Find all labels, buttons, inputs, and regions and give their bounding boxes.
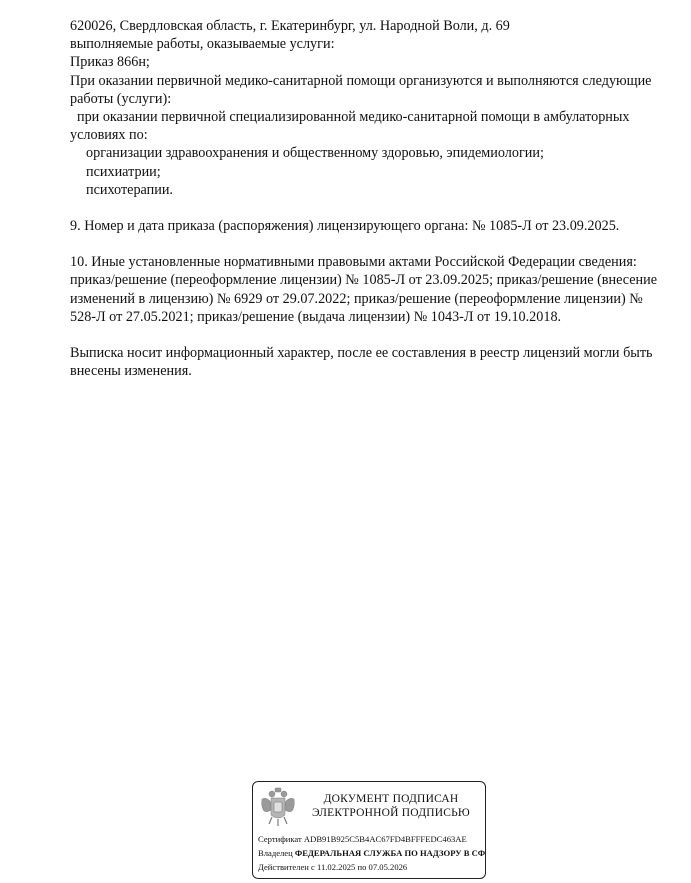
owner-value: ФЕДЕРАЛЬНАЯ СЛУЖБА ПО НАДЗОРУ В СФ: [294, 847, 486, 858]
document-body: [70, 17, 670, 380]
works-label: выполняемые работы, оказываемые услуги:: [70, 36, 335, 53]
section-9: 9. Номер и дата приказа (распоряжения) лицензирующего органа: № 1085-Л от 23.09.2025.: [70, 218, 620, 235]
paragraph-gap: [70, 326, 670, 344]
disclaimer-line-2: внесены изменения.: [70, 363, 192, 380]
disclaimer-line-1: Выписка носит информационный характер, после ее составления в реестр лицензий могли быть: [70, 345, 653, 362]
certificate-row: [258, 833, 485, 847]
order-line: Приказ 866н;: [70, 54, 150, 71]
address-line: 620026, Свердловская область, г. Екатеринбург, ул. Народной Воли, д. 69: [70, 18, 510, 34]
section-10-line-4: 528-Л от 27.05.2021; приказ/решение (выдача лицензии) № 1043-Л от 19.10.2018.: [70, 308, 562, 325]
owner-row: [258, 847, 485, 861]
section-10-line-3: изменений в лицензию) № 6929 от 29.07.2022; приказ/решение (переоформление лицензии) №: [70, 290, 643, 307]
primary-care-line-1: При оказании первичной медико-санитарной помощи организуются и выполняются следующие: [70, 72, 652, 89]
service-item: психиатрии;: [86, 163, 161, 180]
russian-coat-of-arms-icon: [260, 787, 296, 827]
stamp-title-line-2: ЭЛЕКТРОННОЙ ПОДПИСЬЮ: [312, 807, 470, 819]
stamp-details: [258, 833, 485, 874]
section-10-line-1: 10. Иные установленные нормативными правовыми актами Российской Федерации сведения:: [70, 254, 637, 271]
certificate-value: ADB91B925C5B4AC67FD4BFFFEDC463AE: [303, 834, 467, 844]
service-item: организации здравоохранения и общественному здоровью, эпидемиологии;: [86, 145, 544, 162]
electronic-signature-stamp: [252, 781, 486, 879]
service-item: психотерапии.: [86, 181, 173, 198]
specialized-care-line-2: условиях по:: [70, 127, 148, 144]
owner-label: Владелец: [258, 847, 293, 858]
certificate-label: Сертификат: [258, 834, 302, 844]
specialized-care-line-1: при оказании первичной специализированной медико-санитарной помощи в амбулаторных: [77, 109, 630, 126]
stamp-title: [299, 792, 483, 820]
paragraph-gap: [70, 199, 670, 217]
stamp-title-line-1: ДОКУМЕНТ ПОДПИСАН: [323, 793, 459, 805]
section-10-line-2: приказ/решение (переоформление лицензии) № 1085-Л от 23.09.2025; приказ/решение (внесение: [70, 272, 658, 289]
primary-care-line-2: работы (услуги):: [70, 90, 172, 107]
validity-row: Действителен с 11.02.2025 по 07.05.2026: [258, 861, 408, 872]
paragraph-gap: [70, 235, 670, 253]
